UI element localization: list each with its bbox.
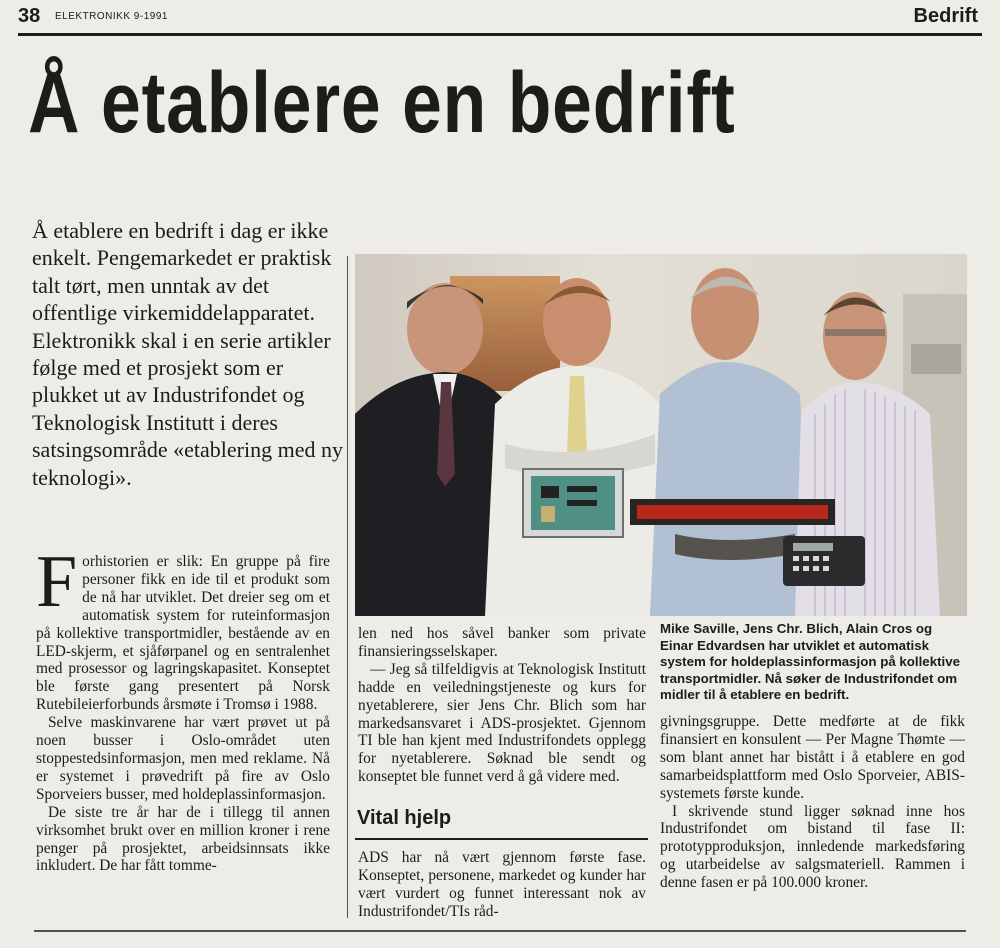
body-column-2-continued [358, 849, 646, 921]
paragraph-2: Selve maskinvarene har vært prøvet ut på noen busser i Oslo-området uten stoppestedsinformasjon, men med reklame. Nå er systemet i prøvedrift på fire av Oslo Sporveiers busser, med holdeplassinformasjon. [36, 714, 330, 803]
drop-cap: F [36, 541, 78, 623]
paragraph-5: — Jeg så tilfeldigvis at Teknologisk Institutt hadde en veiledningstjeneste og kurs for nyetablerere, sier Jens Chr. Blich som har markedsansvaret i ADS-prosjektet. Gjennom TI ble han kjent med Industrifondets opplegg for nyetablerere. Søknad ble sendt og konseptet ble funnet verd å gå videre med. [358, 660, 646, 786]
page-number: 38 [18, 5, 41, 27]
article-headline: Å etablere en bedrift [28, 55, 736, 151]
group-photo [355, 254, 967, 616]
paragraph-4: len ned hos såvel banker som private finansieringsselskaper. [358, 625, 646, 660]
subheading: Vital hjelp [357, 807, 452, 829]
body-column-3 [660, 713, 965, 892]
paragraph-3: De siste tre år har de i tillegg til annen virksomhet brukt over en million kroner i rene penger på prosjektet, arbeidsinnsats ikke inkludert. De har fått tomme- [36, 803, 330, 875]
section-label: Bedrift [913, 5, 978, 27]
body-column-2 [358, 625, 646, 786]
paragraph-7: givningsgruppe. Dette medførte at de fikk finansiert en konsulent — Per Magne Thømte — som blant annet har bistått i å etablere en god samarbeidsplattform med Oslo Sporveier, ABIS-systemets første kunde. [660, 713, 965, 802]
group-photo-illustration [355, 254, 967, 616]
subheading-rule [355, 838, 648, 840]
publication-label: ELEKTRONIKK 9-1991 [55, 11, 168, 22]
article-intro: Å etablere en bedrift i dag er ikke enkelt. Pengemarkedet er praktisk talt tørt, men unntak av det offentlige virkemiddelapparatet. Elektronikk skal i en serie artikler følge med et prosjekt som er plukket ut av Industrifondet og Teknologisk Institutt i deres satsingsområde «etablering med ny teknologi». [32, 218, 343, 490]
paragraph-1-text: orhistorien er slik: En gruppe på fire personer fikk en ide til et produkt som de nå har utviklet. Det dreier seg om et automatisk system for ruteinformasjon på kollektive transportmidler, bestående av en LED-skjerm, et sjåførpanel og en sentralenhet med prosessor og lagringskapasitet. Konseptet ble første gang presentert på Norsk Rutebileierforbunds årsmøte i Tromsø i 1988. [36, 553, 330, 714]
column-divider [347, 256, 348, 918]
paragraph-1 [36, 541, 330, 714]
footer-rule [34, 930, 966, 932]
body-column-1 [36, 541, 330, 875]
photo-caption: Mike Saville, Jens Chr. Blich, Alain Cros og Einar Edvardsen har utviklet et automatisk system for holdeplassinformasjon på kollektive transportmidler. Nå søker de Industrifondet om midler til å etablere en bedrift. [660, 621, 961, 702]
paragraph-6: ADS har nå vært gjennom første fase. Konseptet, personene, markedet og kunder har vært vurdert og funnet interessant nok av Industrifondet/TIs råd- [358, 849, 646, 920]
header-rule [18, 33, 982, 36]
paragraph-8: I skrivende stund ligger søknad inne hos Industrifondet om bistand til fase II: prototypproduksjon, innledende markedsføring og utarbeidelse av salgsmateriell. Rammen i denne fasen er på 100.000 kroner. [660, 802, 965, 892]
